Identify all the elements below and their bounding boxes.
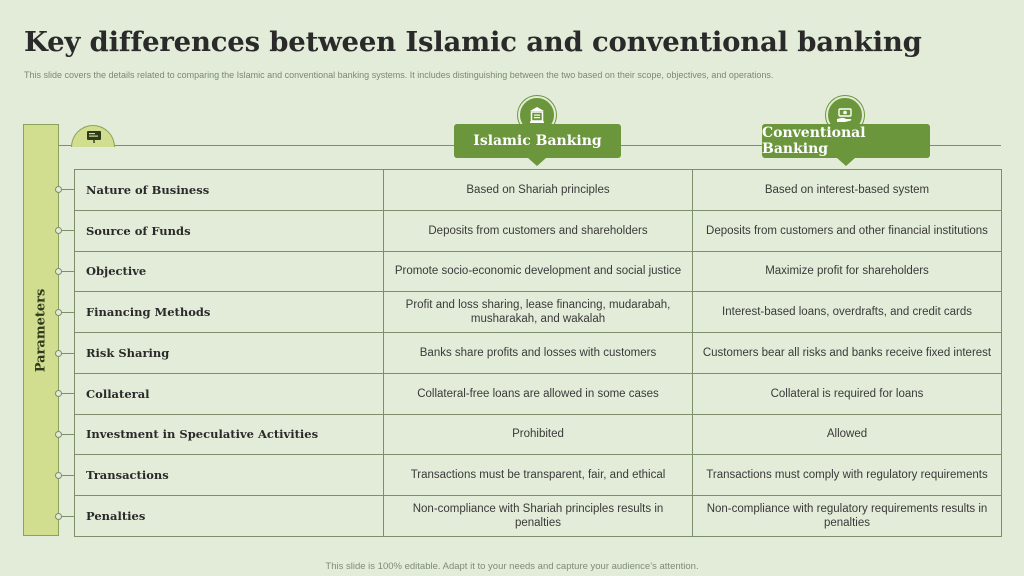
- parameters-label-wrapper: [23, 124, 59, 536]
- islamic-cell: Deposits from customers and shareholders: [384, 210, 693, 251]
- presentation-board-icon: [86, 130, 102, 143]
- islamic-banking-label: Islamic Banking: [473, 133, 602, 149]
- conventional-cell: Collateral is required for loans: [693, 373, 1002, 414]
- islamic-cell: Promote socio-economic development and social justice: [384, 251, 693, 292]
- conventional-cell: Non-compliance with regulatory requirements results in penalties: [693, 496, 1002, 537]
- table-row: [75, 333, 1002, 374]
- row-connector-dot: [55, 390, 62, 397]
- table-row: [75, 292, 1002, 333]
- slide-title: Key differences between Islamic and conventional banking: [24, 26, 922, 58]
- conventional-cell: Allowed: [693, 414, 1002, 455]
- comparison-table: [74, 169, 1002, 537]
- row-connector-dot: [55, 431, 62, 438]
- table-row: [75, 170, 1002, 211]
- row-connector-dot: [55, 309, 62, 316]
- conventional-cell: Transactions must comply with regulatory requirements: [693, 455, 1002, 496]
- islamic-cell: Collateral-free loans are allowed in some cases: [384, 373, 693, 414]
- parameter-cell: Risk Sharing: [75, 333, 384, 374]
- row-connector-dot: [55, 227, 62, 234]
- parameter-cell: Investment in Speculative Activities: [75, 414, 384, 455]
- slide-footer: This slide is 100% editable. Adapt it to your needs and capture your audience’s attention.: [325, 561, 699, 572]
- table-row: [75, 251, 1002, 292]
- islamic-cell: Prohibited: [384, 414, 693, 455]
- parameter-cell: Nature of Business: [75, 170, 384, 211]
- conventional-cell: Deposits from customers and other financial institutions: [693, 210, 1002, 251]
- conventional-cell: Interest-based loans, overdrafts, and credit cards: [693, 292, 1002, 333]
- parameter-cell: Transactions: [75, 455, 384, 496]
- conventional-cell: Maximize profit for shareholders: [693, 251, 1002, 292]
- table-row: [75, 373, 1002, 414]
- conventional-cell: Based on interest-based system: [693, 170, 1002, 211]
- islamic-cell: Non-compliance with Shariah principles results in penalties: [384, 496, 693, 537]
- row-connector-dot: [55, 186, 62, 193]
- conventional-cell: Customers bear all risks and banks receive fixed interest: [693, 333, 1002, 374]
- islamic-cell: Profit and loss sharing, lease financing, mudarabah, musharakah, and wakalah: [384, 292, 693, 333]
- row-connector-dot: [55, 268, 62, 275]
- row-connector-dot: [55, 472, 62, 479]
- conventional-banking-label: Conventional Banking: [762, 125, 866, 157]
- parameter-cell: Penalties: [75, 496, 384, 537]
- row-connector-dot: [55, 350, 62, 357]
- islamic-cell: Banks share profits and losses with customers: [384, 333, 693, 374]
- table-row: [75, 455, 1002, 496]
- money-hand-icon: [836, 106, 854, 124]
- row-connector-dot: [55, 513, 62, 520]
- parameter-cell: Objective: [75, 251, 384, 292]
- table-row: [75, 496, 1002, 537]
- parameter-cell: Source of Funds: [75, 210, 384, 251]
- conventional-banking-header: [762, 124, 930, 158]
- conventional-header-pointer: [837, 158, 855, 166]
- parameter-cell: Financing Methods: [75, 292, 384, 333]
- islamic-cell: Transactions must be transparent, fair, and ethical: [384, 455, 693, 496]
- islamic-cell: Based on Shariah principles: [384, 170, 693, 211]
- table-row: [75, 414, 1002, 455]
- bank-document-icon: [528, 106, 546, 124]
- islamic-banking-header: [454, 124, 621, 158]
- corner-icon-tab: [71, 125, 115, 147]
- parameter-cell: Collateral: [75, 373, 384, 414]
- table-row: [75, 210, 1002, 251]
- islamic-header-pointer: [528, 158, 546, 166]
- parameters-label: Parameters: [33, 288, 49, 372]
- slide-subtitle: This slide covers the details related to comparing the Islamic and conventional banking systems. It includes distinguishing between the two based on their scope, objectives, and operations.: [24, 70, 774, 80]
